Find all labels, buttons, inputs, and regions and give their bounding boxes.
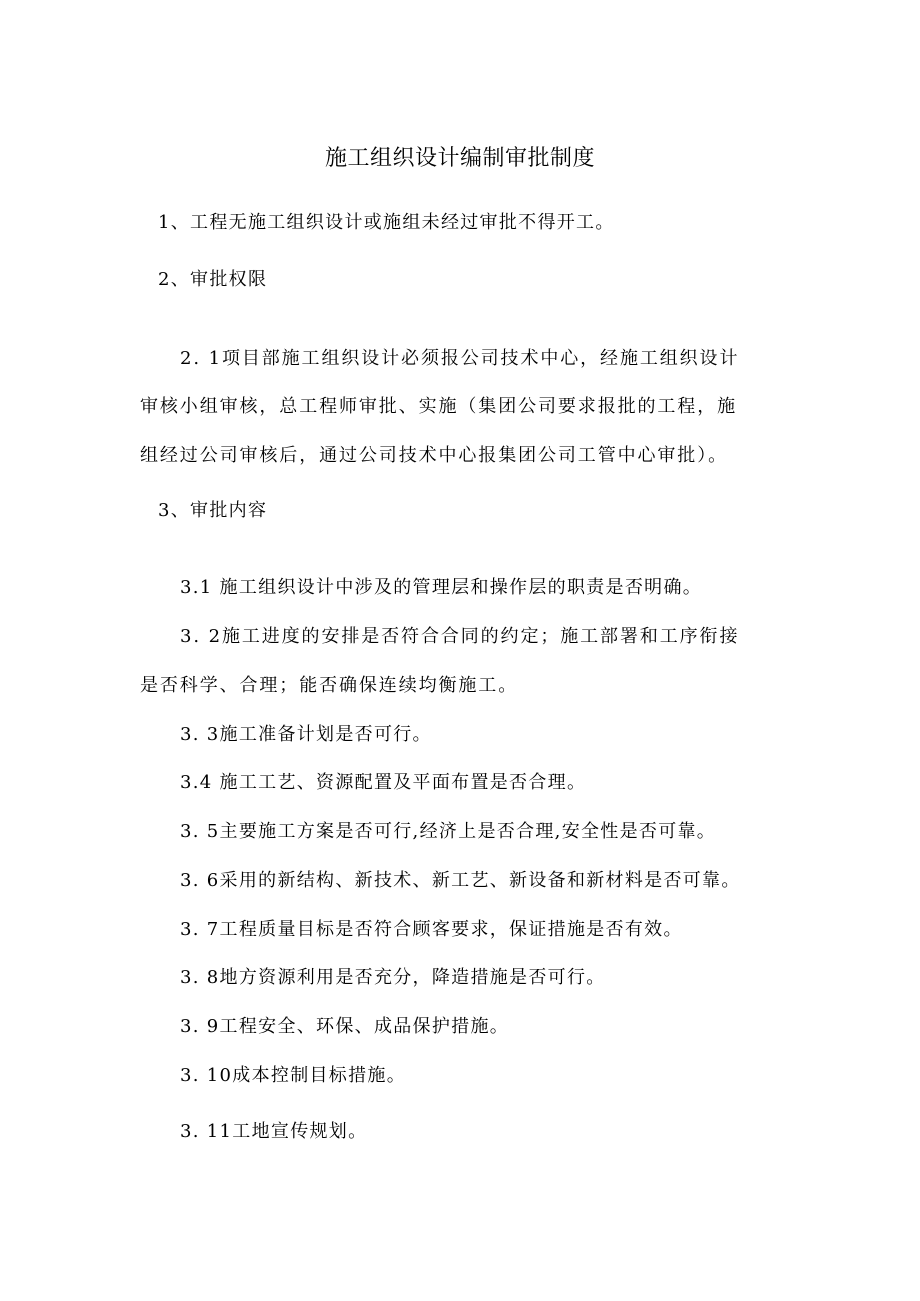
clause-3-8: 3. 8地方资源利用是否充分，降造措施是否可行。 bbox=[180, 967, 606, 988]
clause-3-5: 3. 5主要施工方案是否可行,经济上是否合理,安全性是否可靠。 bbox=[180, 821, 717, 842]
clause-3-10: 3. 10成本控制目标措施。 bbox=[180, 1065, 406, 1086]
clause-2-1-line-3: 组经过公司审核后，通过公司技术中心报集团公司工管中心审批）。 bbox=[140, 445, 728, 466]
clause-3-4: 3.4 施工工艺、资源配置及平面布置是否合理。 bbox=[180, 772, 587, 793]
clause-3-11: 3. 11工地宣传规划。 bbox=[180, 1121, 368, 1142]
clause-3-heading: 3、审批内容 bbox=[158, 500, 268, 521]
clause-3-6: 3. 6采用的新结构、新技术、新工艺、新设备和新材料是否可靠。 bbox=[180, 870, 741, 891]
clause-3-9: 3. 9工程安全、环保、成品保护措施。 bbox=[180, 1016, 510, 1037]
clause-3-7: 3. 7工程质量目标是否符合顾客要求，保证措施是否有效。 bbox=[180, 919, 683, 940]
clause-2-1-line-2: 审核小组审核，总工程师审批、实施（集团公司要求报批的工程，施 bbox=[140, 396, 737, 417]
clause-3-3: 3. 3施工准备计划是否可行。 bbox=[180, 724, 432, 745]
clause-3-2-line-2: 是否科学、合理；能否确保连续均衡施工。 bbox=[140, 675, 519, 696]
document-title: 施工组织设计编制审批制度 bbox=[324, 146, 595, 171]
clause-3-2-line-1: 3. 2施工进度的安排是否符合合同的约定；施工部署和工序衔接 bbox=[180, 626, 740, 647]
clause-1: 1、工程无施工组织设计或施组未经过审批不得开工。 bbox=[158, 212, 615, 233]
clause-3-1: 3.1 施工组织设计中涉及的管理层和操作层的职责是否明确。 bbox=[180, 577, 703, 598]
clause-2-heading: 2、审批权限 bbox=[158, 269, 268, 290]
clause-2-1-line-1: 2. 1项目部施工组织设计必须报公司技术中心，经施工组织设计 bbox=[180, 348, 740, 369]
